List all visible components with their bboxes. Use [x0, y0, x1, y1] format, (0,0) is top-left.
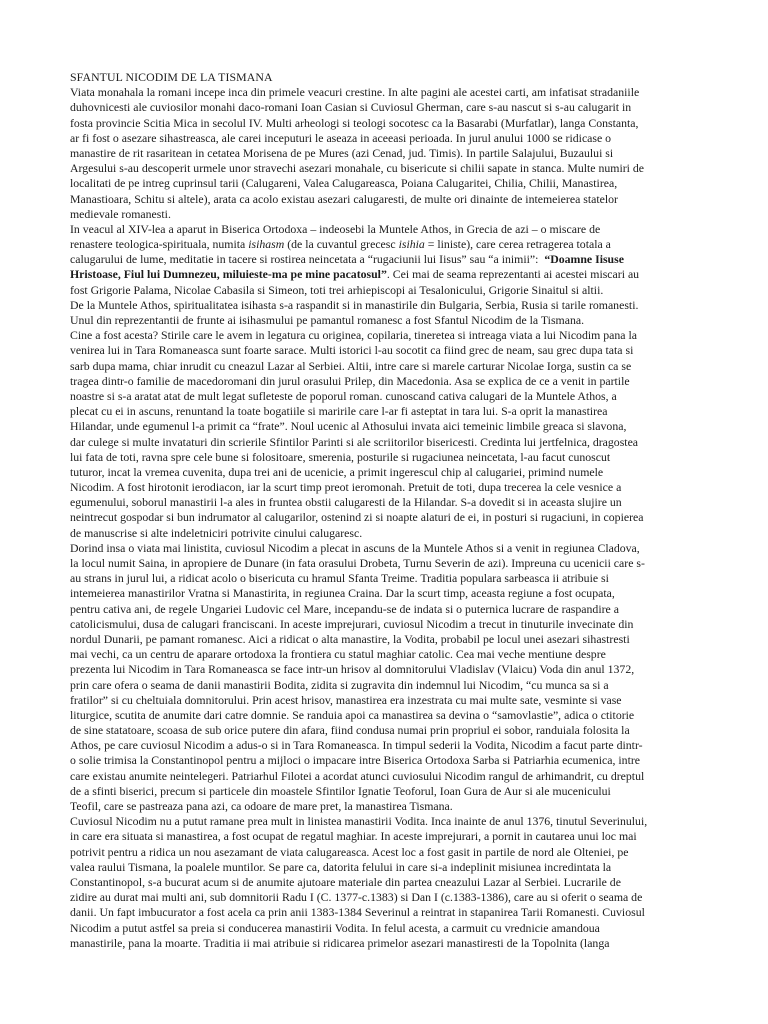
text-line: localitati de pe intreg cuprinsul tarii (Calugareni, Valea Calugareasca, Poiana Calugaritei, Chilia, Chilii, Manastirea, [70, 176, 618, 191]
text-line: care existau anumite neintelegeri. Patriarhul Filotei a acordat atunci cuviosului Nicodim rangul de arhimandrit, cu dreptul [70, 768, 645, 783]
text-line: Nicodim. A fost hirotonit ierodiacon, iar la scurt timp preot ieromonah. Pretuit de toti, dupa trecerea la cele vesnice a [70, 480, 622, 495]
text-line: nordul Dunarii, pe pamant romanesc. Aici a ridicat o alta manastire, la Vodita, probabil pe locul unei asezari sihastresti [70, 631, 630, 646]
text-line: neintrecut gospodar si bun indrumator al calugarilor, ostenind zi si noapte alaturi de ei, in posturi si rugaciuni, in copierea [70, 510, 644, 525]
text-segment: = liniste), care cerea retragerea totala a [424, 237, 611, 252]
text-line: intemeierea manastirilor Vratna si Manastirita, in regiunea Craina. Dar la scurt timp, aceasta regiune a fost ocupata, [70, 586, 615, 601]
text-line: fosta provincie Scitia Mica in secolul IV. Multi arheologi si teologi socotesc ca la Basarabi (Murfatlar), langa Constanta, [70, 115, 639, 130]
text-line: lui fata de toti, ravna spre cele bune si folositoare, smerenia, posturile si rugaciunea neincetata, l-au facut cunoscut [70, 449, 611, 464]
text-line [70, 237, 750, 252]
text-line: medievale romanesti. [70, 206, 171, 221]
text-line: fost Grigorie Palama, Nicolae Cabasila si Simeon, toti trei arhiepiscopi ai Tesalonicului, Grigorie Sinaitul si altii. [70, 282, 604, 297]
text-line: ar fi fost o asezare sihastreasca, ale carei inceputuri le aseaza in aceeasi perioada. In jurul anului 1000 se ridicase o [70, 130, 612, 145]
text-line: o solie trimisa la Constantinopol pentru a mijloci o impacare intre Biserica Ortodoxa Sarba si Patriarhia ecumenica, intre [70, 753, 641, 768]
bold-prayer-text: Hristoase, Fiul lui Dumnezeu, miluieste-ma pe mine pacatosul” [70, 267, 387, 282]
text-line: Viata monahala la romani incepe inca din primele veacuri crestine. In alte pagini ale acestei carti, am infatisat stradaniile [70, 85, 640, 100]
text-line: valea raului Tismana, la poalele muntilor. Se pare ca, datorita felului in care si-a indeplinit misiunea incredintata la [70, 859, 612, 874]
text-line: tuturor, incat la vremea cuvenita, dupa trei ani de ucenicie, a primit ingerescul chip al calugariei, primind numele [70, 464, 604, 479]
text-line: duhovnicesti ale cuviosilor monahi daco-romani Ioan Casian si Cuviosul Gherman, care s-au nascut si s-au calugarit in [70, 100, 632, 115]
text-line: in care era situata si manastirea, a fost ocupat de regatul maghiar. In aceste imprejurari, a pornit in cautarea unui loc mai [70, 829, 637, 844]
text-line: sarb dupa mama, chiar inrudit cu cneazul Lazar al Serbiei. Altii, intre care si marele carturar Nicolae Iorga, sustin ca se [70, 358, 632, 373]
text-line: mai vechi, ca un centru de aparare ortodoxa la frontiera cu statul maghiar catolic. Cea mai veche mentiune despre [70, 647, 606, 662]
text-segment: calugarului de lume, meditatie in tacere si rostirea neincetata a “rugaciunii lui Iisus” sau “a inimii”: [70, 252, 545, 267]
text-line: manastire de rit rasaritean in cetatea Morisena de pe Mures (azi Cenad, jud. Timis). In partile Salajului, Buzaului si [70, 145, 614, 160]
text-line: Cuviosul Nicodim nu a putut ramane prea mult in linistea manastirii Vodita. Inca inainte de anul 1376, tinutul Severinului, [70, 814, 648, 829]
text-line: plecat cu ei in ascuns, renuntand la toate bogatiile si maririle care l-ar fi asteptat in tara lui. S-a oprit la manastirea [70, 404, 608, 419]
italic-term: isihasm [248, 237, 285, 252]
text-line: catolicismului, dusa de calugari franciscani. In aceste imprejurari, cuviosul Nicodim a trecut in tinuturile invecinate din [70, 616, 634, 631]
text-line: Teofil, care se pastreaza pana azi, ca odoare de mare pret, la manastirea Tismana. [70, 799, 453, 813]
text-line [70, 252, 750, 267]
text-line: liturgice, scutita de anumite dari catre domnie. Se randuia apoi ca manastirea sa devina o “samovlastie”, adica o ctitorie [70, 707, 635, 722]
text-line: Nicodim a putut astfel sa preia si conducerea manastirii Vodita. In felul acesta, a carmuit cu vrednicie amandoua [70, 920, 600, 935]
text-line: Constantinopol, s-a bucurat acum si de anumite ajutoare materiale din partea cneazului Lazar al Serbiei. Lucrarile de [70, 874, 621, 889]
text-line: Cine a fost acesta? Stirile care le avem in legatura cu originea, copilaria, tineretea si intreaga viata a lui Nicodim pana la [70, 328, 637, 343]
text-line: zidire au durat mai multi ani, sub domnitorii Radu I (C. 1377-c.1383) si Dan I (c.1383-1386), care au si oferit o seama de [70, 890, 643, 905]
text-line: de a sfinti biserici, precum si particele din moastele Sfintilor Ignatie Teoforul, Ioan Gura de Aur si ale mucenicului [70, 783, 611, 798]
text-line: noastre si s-a aratat atat de mult legat sufleteste de poporul roman. cunoscand cativa calugari de la Muntele Athos, a [70, 388, 617, 403]
document-body [70, 70, 750, 951]
text-line: potrivit pentru a ridica un nou asezamant de viata calugareasca. Acest loc a fost gasit in partile de nord ale Olteniei, pe [70, 844, 629, 859]
text-line: prezenta lui Nicodim in Tara Romaneasca se face intr-un hrisov al domnitorului Vladislav (Vlaicu) Voda din anul 1372, [70, 662, 635, 677]
text-line: prin care ofera o seama de danii manastirii Bodita, zidita si zugravita din indemnul lui Nicodim, “cu munca sa si a [70, 677, 609, 692]
text-segment: (de la cuvantul grecesc [284, 237, 399, 252]
bold-prayer-text: “Doamne Iisuse [544, 252, 624, 267]
text-line [70, 267, 750, 282]
text-line: Unul din reprezentantii de frunte ai isihasmului pe pamantul romanesc a fost Sfantul Nicodim de la Tismana. [70, 313, 585, 327]
text-line: Dorind insa o viata mai linistita, cuviosul Nicodim a plecat in ascuns de la Muntele Athos si a venit in regiunea Cladova, [70, 540, 640, 555]
text-segment: renastere teologica-spirituala, numita [70, 237, 249, 252]
text-line: fratilor” si cu cheltuiala domnitorului. Prin acest hrisov, manastirea era inzestrata cu mai multe sate, vesminte si vase [70, 692, 622, 707]
text-line: dar culege si multe invataturi din scrierile Sfintilor Parinti si ale scriitorilor bisericesti. Credinta lui jertfelnica, dragostea [70, 434, 639, 449]
text-line: tragea dintr-o familie de macedoromani din jurul orasului Prilep, din Macedonia. Asa se explica de ce a venit in partile [70, 373, 630, 388]
text-line: la locul numit Saina, in apropiere de Dunare (in fata orasului Drobeta, Turnu Severin de azi). Impreuna cu ucenicii care s- [70, 556, 645, 570]
text-line: danii. Un fapt imbucurator a fost acela ca prin anii 1383-1384 Severinul a reintrat in stapanirea Tarii Romanesti. Cuviosul [70, 905, 645, 920]
text-line: Athos, pe care cuviosul Nicodim a adus-o si in Tara Romaneasca. In timpul sederii la Vodita, Nicodim a facut parte dintr- [70, 738, 643, 753]
text-line: manastirile, pana la moarte. Traditia ii mai atribuie si ridicarea primelor asezari manastiresti de la Topolnita (langa [70, 935, 610, 950]
text-line: au strans in jurul lui, a ridicat acolo o bisericuta cu hramul Sfanta Treime. Traditia populara sarbeasca ii atribuie si [70, 571, 609, 586]
text-line: In veacul al XIV-lea a aparut in Biserica Ortodoxa – indeosebi la Muntele Athos, in Grecia de azi – o miscare de [70, 221, 601, 236]
text-line: egumenului, soborul manastirii l-a ales in fruntea obstii calugaresti de la Hilandar. S-a dovedit si in aceasta slujire un [70, 495, 622, 510]
text-line: Hilandar, unde egumenul l-a primit ca “frate”. Noul ucenic al Athosului invata aici temeinic limbile greaca si slavona, [70, 419, 627, 434]
document-title: SFANTUL NICODIM DE LA TISMANA [70, 70, 273, 84]
text-line: Manastioara, Schitu si altele), arata ca acolo existau asezari calugaresti, de multe ori dinainte de intemeierea statelor [70, 191, 618, 206]
text-line: pentru cativa ani, de regele Ungariei Ludovic cel Mare, incepandu-se de indata si o puternica lucrare de raspandire a [70, 601, 619, 616]
text-line: venirea lui in Tara Romaneasca sunt foarte sarace. Multi istorici l-au socotit ca fiind grec de neam, sau grec dupa tata si [70, 343, 634, 358]
text-line: Argesului s-au descoperit urmele unor stravechi asezari monahale, cu bisericute si chilii sapate in stanca. Multe numiri de [70, 161, 645, 176]
italic-term: isihia [398, 237, 425, 252]
text-line: de sine statatoare, scoasa de sub orice putere din afara, fiind condusa numai prin propriul ei sobor, randuiala folosita la [70, 723, 630, 738]
text-line: De la Muntele Athos, spiritualitatea isihasta s-a raspandit si in manastirile din Bulgaria, Serbia, Rusia si tarile romanesti. [70, 297, 639, 312]
text-line: de manuscrise si alte indeletniciri potrivite cinului calugaresc. [70, 525, 363, 540]
text-segment: . Cei mai de seama reprezentanti ai acestei miscari au [386, 267, 640, 282]
